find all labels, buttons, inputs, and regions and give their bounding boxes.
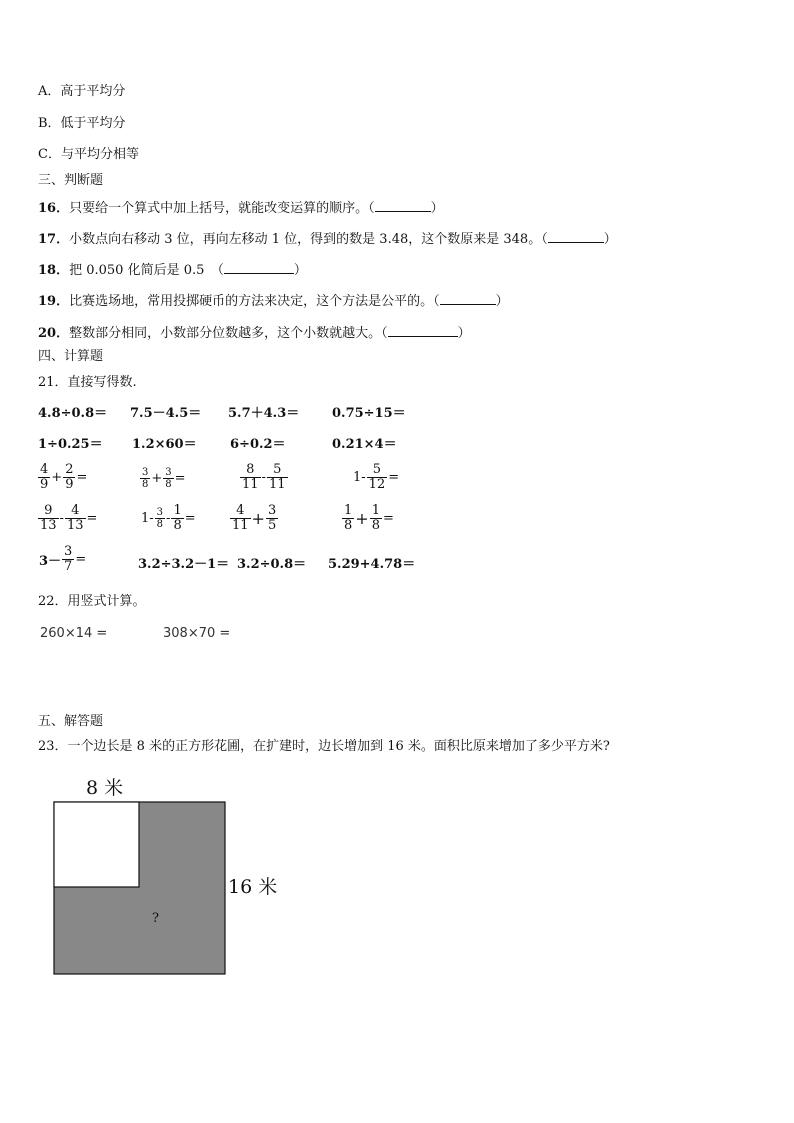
- calc-item: 0.21×4＝: [332, 437, 397, 452]
- small-square: [54, 802, 139, 887]
- question-23: 23．一个边长是 8 米的正方形花圃，在扩建时，边长增加到 16 米。面积比原来增加了多少平方米?: [38, 739, 610, 754]
- section-title-judge: 三、判断题: [38, 173, 104, 188]
- calc-item: 3.2÷3.2－1＝: [138, 557, 230, 572]
- fraction-expression: $\frac{4}{9}$ + $\frac{2}{9}$ =: [40, 462, 88, 492]
- fraction-expression: 3－ $\frac{3}{7}$ =: [39, 544, 87, 574]
- question-21: 21．直接写得数.: [38, 375, 137, 390]
- calc-item: 1÷0.25＝: [38, 437, 103, 452]
- fraction-expression: 1- $\frac{5}{12}$ =: [353, 462, 400, 492]
- option-c: C．与平均分相等: [38, 147, 139, 162]
- question-16: 16．只要给一个算式中加上括号，就能改变运算的顺序。（ ）: [38, 201, 444, 216]
- question-19: 19．比赛选场地，常用投掷硬币的方法来决定，这个方法是公平的。（ ）: [38, 294, 509, 309]
- question-20: 20．整数部分相同，小数部分位数越多，这个小数就越大。（ ）: [38, 326, 471, 341]
- calc-item: 5.29+4.78＝: [328, 557, 416, 572]
- fraction-expression: $\frac{9}{13}$ - $\frac{4}{13}$ =: [40, 503, 98, 533]
- calc-item: 0.75÷15＝: [332, 406, 406, 421]
- calc-item: 7.5－4.5＝: [130, 406, 202, 421]
- calc-item: 3.2÷0.8＝: [237, 557, 307, 572]
- section-title-answer: 五、解答题: [38, 714, 104, 729]
- fraction-expression: $\frac{1}{8}$ + $\frac{1}{8}$ =: [344, 503, 394, 533]
- calc-item: 5.7＋4.3＝: [228, 406, 300, 421]
- question-17: 17．小数点向右移动 3 位，再向左移动 1 位，得到的数是 3.48，这个数原来是 348。（ ）: [38, 232, 617, 247]
- area-question-mark: ?: [152, 911, 159, 926]
- vertical-calc-item: 260×14 =: [40, 626, 108, 641]
- calc-item: 4.8÷0.8＝: [38, 406, 108, 421]
- fraction-expression: $\frac{8}{11}$ - $\frac{5}{11}$: [242, 462, 286, 492]
- top-length-label: 8 米: [86, 777, 124, 799]
- question-18: 18．把 0.050 化简后是 0.5 （ ）: [38, 263, 307, 278]
- side-length-label: 16 米: [228, 876, 278, 898]
- fraction-expression: 1- $\frac{3}{8}$ - $\frac{1}{8}$ =: [141, 503, 196, 533]
- calc-item: 1.2×60＝: [132, 437, 197, 452]
- option-a: A．高于平均分: [38, 84, 126, 99]
- vertical-calc-item: 308×70 =: [163, 626, 231, 641]
- fraction-expression: $\frac{3}{8}$ + $\frac{3}{8}$ =: [142, 467, 186, 490]
- question-22: 22．用竖式计算。: [38, 594, 146, 609]
- calc-item: 6÷0.2＝: [230, 437, 286, 452]
- section-title-calc: 四、计算题: [38, 349, 104, 364]
- option-b: B．低于平均分: [38, 116, 126, 131]
- fraction-expression: $\frac{4}{11}$ + $\frac{3}{5}$: [232, 503, 277, 533]
